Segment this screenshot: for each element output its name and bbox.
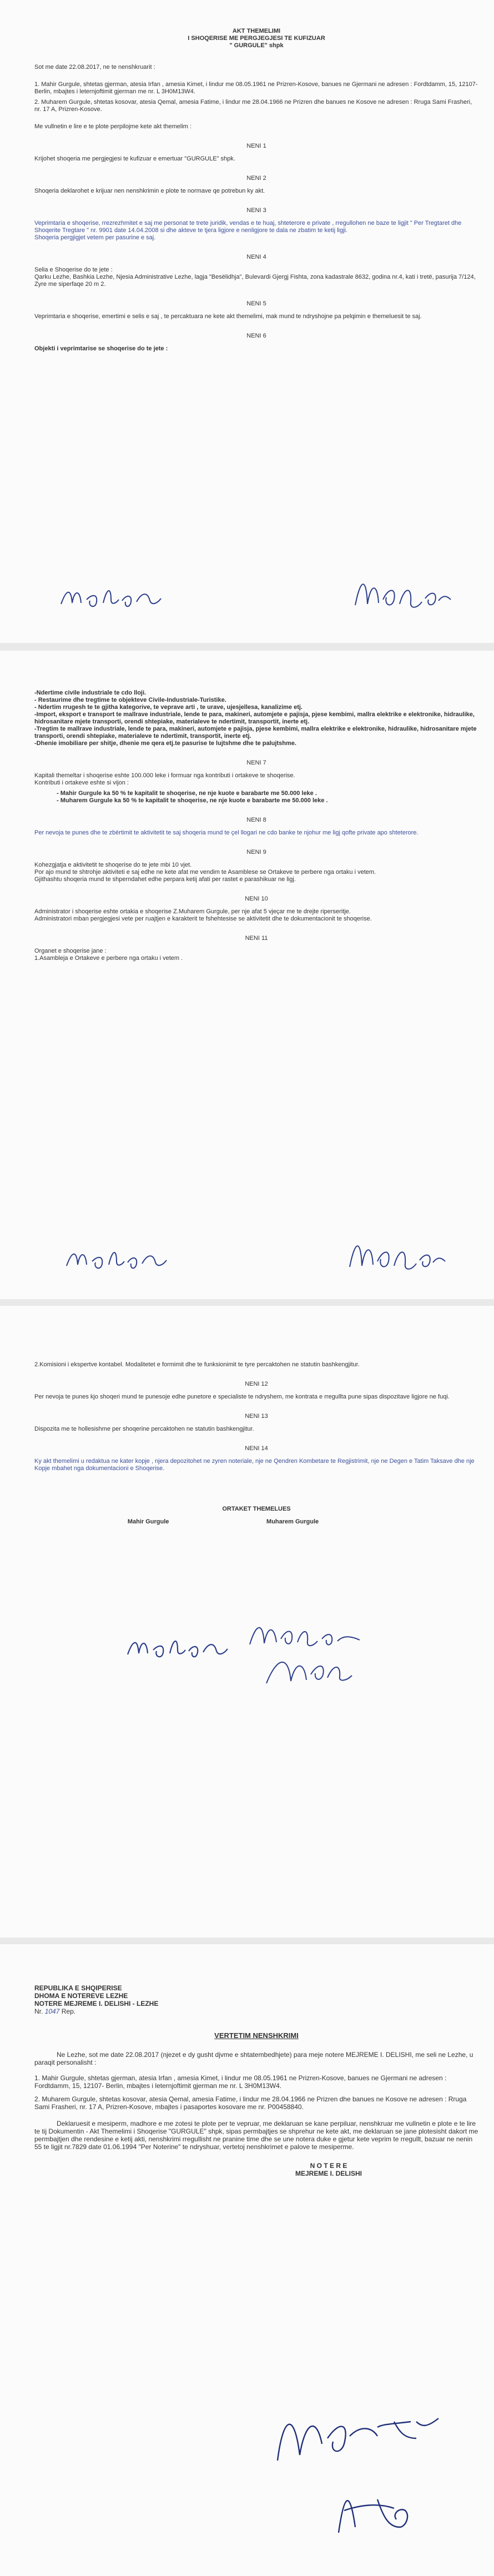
signature-muharem-p2 [339, 1234, 450, 1278]
founders-title: ORTAKET THEMELUES [222, 1506, 291, 1512]
notary-title: N O T E R E [310, 2162, 347, 2170]
neni-10-text: Administrator i shoqerise eshte ortakia e shoqerise Z.Muharem Gurgule, per nje afat 5 vjeçar me te drejte riperseritje. Administratori mban pergjegjesi vete per ruajtjen e karakterit te fshehtesise se aktivitetit dhe te dokumentacionit te shoqerise. [34, 908, 372, 922]
intro-line: Me vullnetin e lire e te plote perpilojme kete akt themelim : [34, 123, 192, 130]
neni-6-heading: NENI 6 [246, 333, 266, 339]
neni-9-text: Kohezgjatja e aktivitetit te shoqerise do te jete mbi 10 vjet. Por ajo mund te shtrohje aktiviteti e saj edhe ne kete afat me vendim te Asamblese se Ortakeve te perbere nga ortaku i vetem. Gjithashtu shoqeria mund te shperndahet edhe perpara ketij afati per rastet e parashikuar ne ligj. [34, 862, 376, 883]
contribution-1: - Mahir Gurgule ka 50 % te kapitalit te shoqerise, ne nje kuote e barabarte me 50.000 leke . [57, 790, 317, 797]
page-3 [0, 1306, 494, 1938]
page-4 [0, 1944, 494, 2576]
neni-4-heading: NENI 4 [246, 254, 266, 260]
signature-muharem-p1 [344, 572, 455, 616]
neni-14-text: Ky akt themelimi u redaktua ne kater kopje , njera depozitohet ne zyren noteriale, nje ne Qendren Kombetare te Regjistrimit, nje ne Degen e Tatim Taksave dhe nje Kopje mbahet nga dokumentacioni e Shoqerise. [34, 1458, 476, 1472]
founders-names [79, 1518, 367, 1526]
neni-7-heading: NENI 7 [246, 759, 266, 766]
repertory-label: Nr. [34, 2008, 43, 2015]
notary-signature [266, 2405, 450, 2472]
signature-mahir-p1 [56, 577, 167, 616]
organ-item-2: 2.Komisioni i ekspertve kontabel. Modalitetet e formimit dhe te funksionimit te tyre percaktohen ne statutin bashkengjitur. [34, 1361, 360, 1368]
object-item: -Ndertime civile industriale te cdo lloji. [34, 690, 147, 696]
neni-5-heading: NENI 5 [246, 300, 266, 307]
person-1: 1. Mahir Gurgule, shtetas gjerman, atesia Irfan , amesia Kimet, i lindur me 08.05.1961 ne Prizren-Kosove, banues ne Gjermani ne adresen : Fordtdamm, 15, 12107- Berlin, mbajtes i leternjoftimit gjerman me nr. L 3H0M13W4. [34, 2074, 448, 2090]
page-2 [0, 651, 494, 1299]
neni-1-text: Krijohet shoqeria me pergjegjesi te kufizuar e emertuar "GURGULE" shpk. [34, 155, 235, 162]
neni-2-text: Shoqeria deklarohet e krijuar nen nenshkrimin e plote te normave qe potrebun ky akt. [34, 188, 265, 194]
notary-header-3: NOTERE MEJREME I. DELISHI - LEZHE [34, 2000, 159, 2008]
object-item: -Tregtim te mallrave industriale, lende te para, makineri, automjete e pajisja, pjese kembimi, mallra elektrike e elektronike, hidraulike, hidrosanitare mjete transporti, orendi shtepiake, materialeve te ndertimit, transportit, inerte etj. [34, 726, 478, 739]
neni-10-heading: NENI 10 [245, 895, 268, 902]
doc-title-1: AKT THEMELIMI [232, 28, 281, 34]
page-4-content [34, 1984, 478, 2177]
signature-mahir-p3 [122, 1628, 233, 1672]
page-2-content [34, 690, 478, 965]
neni-2-heading: NENI 2 [246, 175, 266, 182]
object-item: - Ndertim rrugesh te te gjitha kategorive, te veprave arti , te urave, ujesjellesa, kanalizime etj. [34, 704, 303, 711]
page-3-content [34, 1361, 478, 1526]
neni-8-text: Per nevoja te punes dhe te zbërtimit te aktivitetit te saj shoqeria mund te çel llogari ne cdo banke te njohur me ligj qofte private apo shteterore. [34, 829, 419, 836]
certification-intro: Ne Lezhe, sot me date 22.08.2017 (njezet e dy gusht djvme e shtatembedhjete) para meje notere MEJREME I. DELISHI, me seli ne Lezhe, u paraqit personalisht : [34, 2051, 475, 2066]
neni-6-text: Objekti i veprimtarise se shoqerise do te jete : [34, 345, 168, 352]
date-line: Sot me date 22.08.2017, ne te nenshkruarit : [34, 64, 155, 71]
neni-3-text: Veprimtaria e shoqerise, rrezrezhmitet e saj me personat te trete juridik, vendas e te huaj, shteterore e private , rregullohen ne baze te ligjit " Per Tregtaret dhe Shoqerite Tregtare " nr. 9901 date 14.04.2008 si dhe akteve te tjera ligjore e nenligjore te dala ne zbatim te ketij ligji. Shoqeria pergjigjet vetem per pasurine e saj. [34, 220, 462, 241]
founder-1: 1. Mahir Gurgule, shtetas gjerman, atesia Irfan , amesia Kimet, i lindur me 08.05.1961 ne Prizren-Kosove, banues ne Gjermani ne adresen : Fordtdamm, 15, 12107- Berlin, mbajtes i leternjoftimit gjerman me nr. L 3H0M13W4. [34, 81, 480, 95]
doc-title-3: " GURGULE" shpk [229, 42, 284, 49]
founder-name-1: Mahir Gurgule [127, 1518, 169, 1525]
neni-11-heading: NENI 11 [245, 935, 268, 942]
neni-4-text: Selia e Shoqerise do te jete : Qarku Lezhe, Bashkia Lezhe, Njesia Administrative Lezhe, lagja "Besëlidhja", Bulevardi Gjergj Fishta, zona kadastrale 8632, godina nr.4, kati i tretë, pasurija 7/124, Zyre me siperfaqe 20 m 2. [34, 266, 476, 288]
doc-title-2: I SHOQERISE ME PERGJEGJESI TE KUFIZUAR [188, 35, 325, 42]
certification-title: VERTETIM NENSHKRIMI [214, 2031, 299, 2040]
neni-11-text: Organet e shoqerise jane : 1.Asambleja e Ortakeve e perbere nga ortaku i vetem . [34, 948, 183, 962]
neni-3-heading: NENI 3 [246, 207, 266, 214]
founder-name-2: Muharem Gurgule [266, 1518, 319, 1525]
neni-5-text: Veprimtaria e shoqerise, emertimi e selis e saj , te percaktuara ne kete akt themelimi, mak mund te ndryshojne pa pelqimin e themeluesit te saj. [34, 313, 422, 320]
signature-mahir-p2 [61, 1239, 172, 1278]
neni-1-heading: NENI 1 [246, 143, 266, 149]
neni-7-text: Kapitali themeltar i shoqerise eshte 100.000 leke i formuar nga kontributi i ortakeve te shoqerise. Kontributi i ortakeve eshte si vijon : [34, 772, 295, 786]
notary-header-2: DHOMA E NOTEREVE LEZHE [34, 1992, 128, 2000]
neni-12-heading: NENI 12 [245, 1381, 268, 1387]
object-item: - Restaurime dhe tregtime te objekteve Civile-Industriale-Turistike. [34, 697, 226, 703]
neni-8-heading: NENI 8 [246, 817, 266, 823]
repertory-suffix: Rep. [61, 2008, 76, 2015]
neni-13-heading: NENI 13 [245, 1413, 268, 1420]
repertory-line [34, 2008, 478, 2015]
neni-12-text: Per nevoja te punes kjo shoqeri mund te punesoje edhe punetore e specialiste te ndryshem, me kontrata e rregullta pune sipas dispozitave ligjore ne fuqi. [34, 1393, 450, 1400]
contribution-2: - Muharem Gurgule ka 50 % te kapitalit te shoqerise, ne nje kuote e barabarte me 50.000 leke . [57, 797, 328, 804]
page-1 [0, 0, 494, 643]
neni-14-heading: NENI 14 [245, 1445, 268, 1452]
neni-13-text: Dispozita me te hollesishme per shoqerine percaktohen ne statutin bashkengjitur. [34, 1426, 254, 1432]
founder-2: 2. Muharem Gurgule, shtetas kosovar, atesia Qemal, amesia Fatime, i lindur me 28.04.1966 ne Prizren dhe banues ne Kosove ne adresen : Rruga Sami Frasheri, nr. 17 A, Prizren-Kosove. [34, 99, 474, 113]
object-item: -Import, eksport e transport te mallrave industriale, lende te para, makineri, automjete e pajisja, pjese kembimi, mallra elektrike e elektronike, hidraulike, hidrosanitare mjete transporti, orendi shtepiake, materialeve te ndertimit, transportit, inerte etj. [34, 711, 476, 725]
notary-header-1: REPUBLIKA E SHQIPERISE [34, 1984, 122, 1992]
notary-initial-signature [322, 2477, 416, 2538]
person-2: 2. Muharem Gurgule, shtetas kosovar, atesia Qemal, amesia Fatime, i lindur me 28.04.1966 ne Prizren dhe banues ne Kosove ne adresen : Rruga Sami Frasheri, nr. 17 A, Prizren-Kosove, mbajtes i pasaportes kosovare me nr. P00458840. [34, 2095, 468, 2111]
object-item: -Dhenie imobiliare per shitje, dhenie me qera etj.te pasurise te lujtshme dhe te palujtshme. [34, 740, 296, 747]
neni-9-heading: NENI 9 [246, 849, 266, 856]
repertory-number: 1047 [44, 2008, 60, 2015]
notary-name: MEJREME I. DELISHI [295, 2170, 362, 2177]
declaration-text: Deklaruesit e mesiperm, madhore e me zotesi te plote per te vepruar, me deklaruan se kane perpiluar, nenshkruar me vullnetin e plote e te lire te tij Dokumentin - Akt Themelimi i Shoqerise "GURGULE" shpk, sipas permbajtjes se shprehur ne kete akt, me deklaruan se jane plotesisht dakort me permbajtjen dhe rendesine e ketij akti, nenshkrimi rregullisht ne praninе time dhe se une notera duke e gjetur kete veprim te rregullt, bazuar ne nenin 55 te ligjit nr.7829 date 01.06.1994 "Per Noterine" te ndryshuar, vertetoj nenshkrimet e palove te mesiperme. [34, 2120, 480, 2151]
page-1-content [34, 28, 478, 356]
signature-muharem-p3 [244, 1617, 372, 1694]
